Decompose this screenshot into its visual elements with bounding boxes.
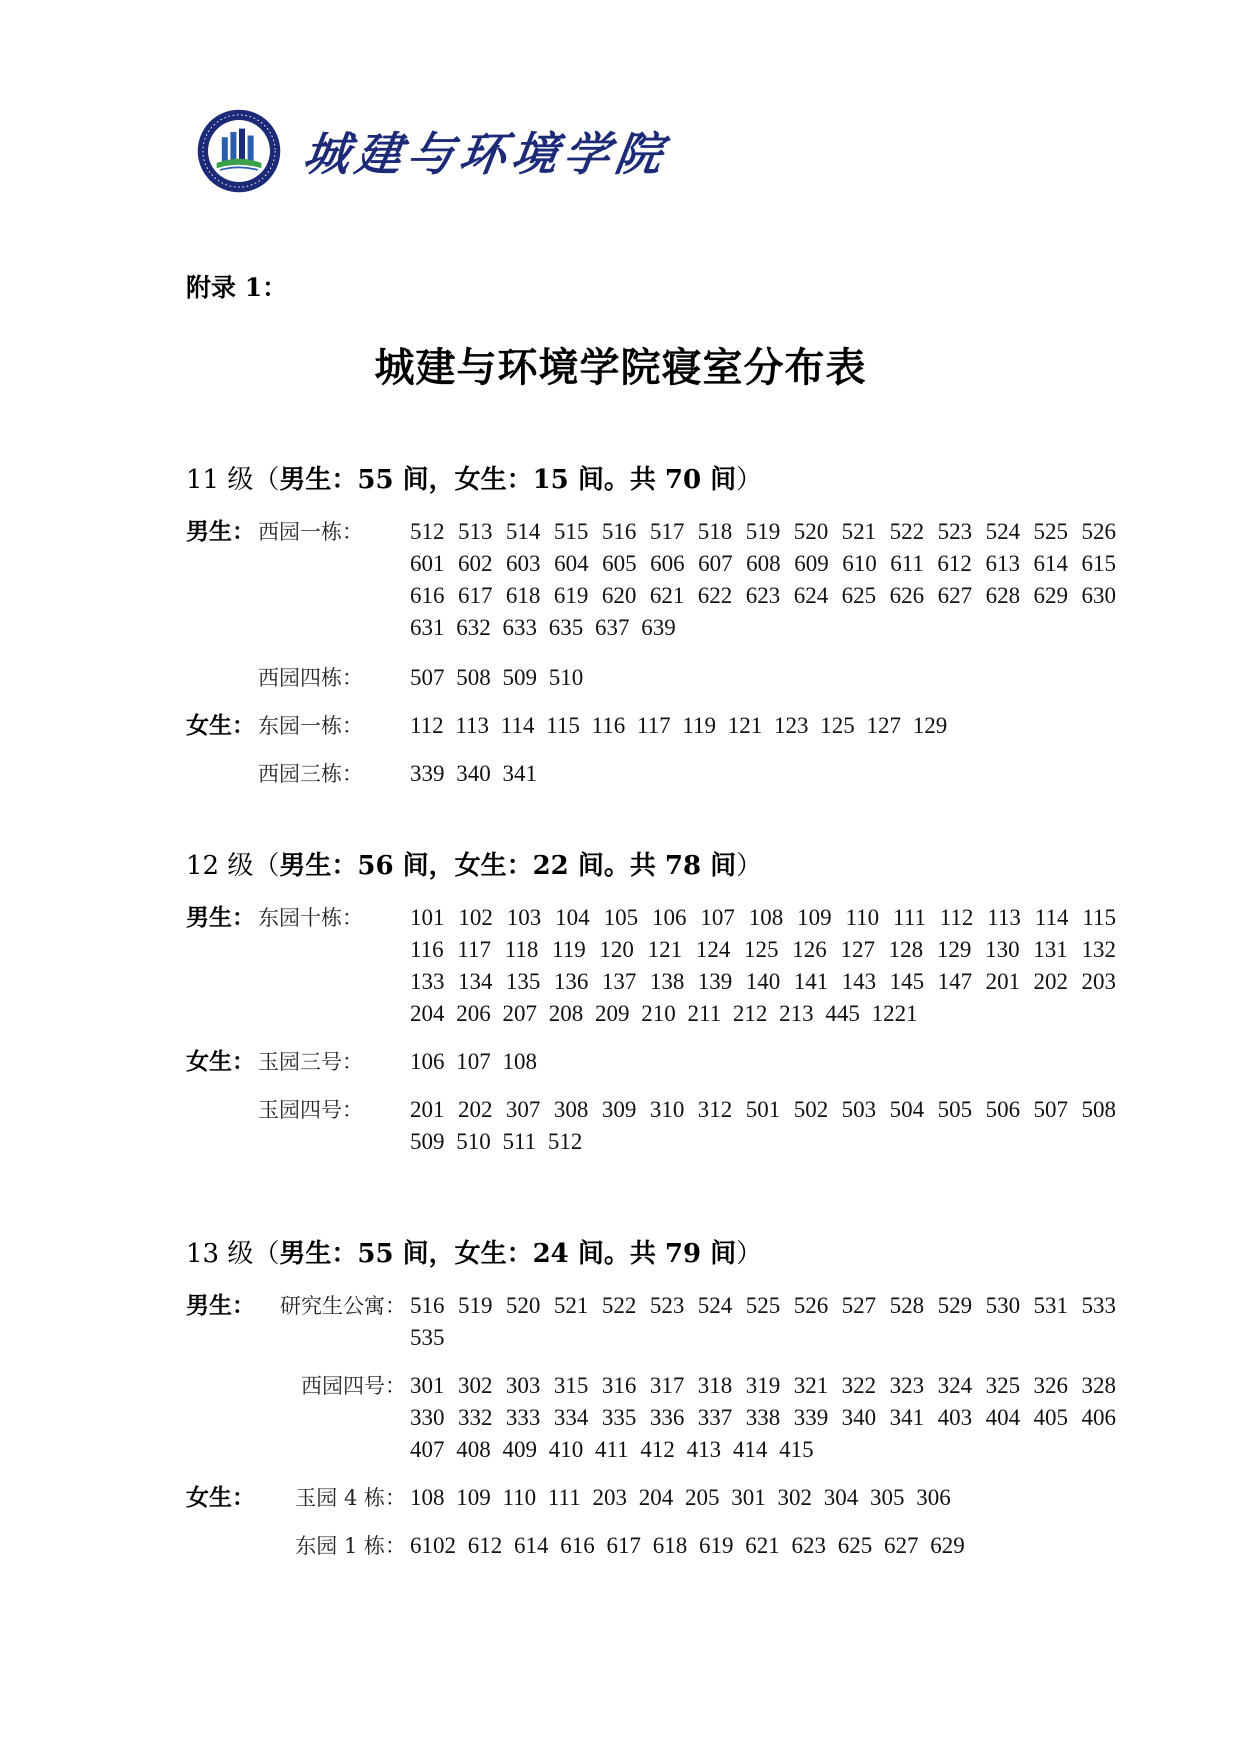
dorm-row: [186, 1530, 1116, 1562]
female-block: [186, 1046, 1116, 1158]
dorm-row: [186, 1046, 1116, 1078]
dorm-row: [186, 516, 1116, 644]
room-list: 108 109 110 111 203 204 205 301 302 304 305 306: [410, 1485, 951, 1510]
gender-label: 男生：: [186, 904, 255, 931]
building-label: 玉园四号：: [258, 1098, 363, 1122]
gender-label: 女生：: [186, 712, 255, 739]
room-list: 106 107 108: [410, 1049, 537, 1074]
gender-label: 男生：: [186, 518, 255, 545]
building-label: 西园三栋：: [258, 762, 363, 786]
page-title: 城建与环境学院寝室分布表: [374, 344, 867, 391]
grade-section-13: [186, 1234, 1116, 1562]
gender-label: 男生：: [186, 1292, 255, 1319]
grade-heading: [186, 1234, 1116, 1274]
grade-section-11: [186, 460, 1116, 790]
room-list: 6102 612 614 616 617 618 619 621 623 625 627 629: [410, 1533, 965, 1558]
room-list: 112 113 114 115 116 117 119 121 123 125 127 129: [410, 713, 948, 738]
dorm-row: [186, 902, 1116, 1030]
dorm-row: [186, 758, 1116, 790]
college-logo-text: 城建与环境学院: [299, 127, 672, 181]
male-block: [186, 1290, 1116, 1466]
room-list: 516 519 520 521 522 523 524 525 526 527 528 529 530 531 533 535: [410, 1293, 1116, 1350]
building-label: 研究生公寓：: [280, 1294, 406, 1318]
room-list: 507 508 509 510: [410, 665, 584, 690]
grade-heading: [186, 460, 1116, 500]
gender-label: 女生：: [186, 1484, 255, 1511]
male-block: [186, 902, 1116, 1030]
building-label: 东园 1 栋：: [295, 1534, 406, 1558]
college-logo: [196, 96, 672, 206]
dorm-row: [186, 1094, 1116, 1158]
building-label: 东园十栋：: [258, 906, 363, 930]
female-block: [186, 1482, 1116, 1562]
dorm-row: [186, 662, 1116, 694]
dorm-row: [186, 1482, 1116, 1514]
grade-heading-prefix: 11 级（: [186, 465, 280, 495]
dorm-row: [186, 710, 1116, 742]
building-label: 西园一栋：: [258, 520, 363, 544]
male-block: [186, 516, 1116, 694]
female-block: [186, 710, 1116, 790]
appendix-label: 附录 1：: [186, 273, 288, 302]
dorm-row: [186, 1370, 1116, 1466]
dorm-row: [186, 1290, 1116, 1354]
grade-heading-suffix: ）: [736, 1239, 763, 1269]
grade-heading-suffix: ）: [736, 851, 763, 881]
college-seal-icon: [196, 108, 282, 194]
building-label: 西园四号：: [301, 1374, 406, 1398]
grade-heading: [186, 846, 1116, 886]
grade-heading-prefix: 12 级（: [186, 851, 280, 881]
building-label: 玉园 4 栋：: [295, 1486, 406, 1510]
building-label: 西园四栋：: [258, 666, 363, 690]
room-list: 101 102 103 104 105 106 107 108 109 110 111 112 113 114 115 116 117 118 119 120 121 124 125 126 127 128 129 130 131 132 133 134 135 136 137 138 139 140 141 143 145 147 201 202 203 204 206 207 208 209 210 211 212 213 445 1221: [410, 905, 1116, 1026]
grade-heading-body: 男生：55 间，女生：24 间。共 79 间: [279, 1239, 737, 1269]
building-label: 玉园三号：: [258, 1050, 363, 1074]
grade-heading-prefix: 13 级（: [186, 1239, 280, 1269]
room-list: 512 513 514 515 516 517 518 519 520 521 522 523 524 525 526 601 602 603 604 605 606 607 608 609 610 611 612 613 614 615 616 617 618 619 620 621 622 623 624 625 626 627 628 629 630 631 632 633 635 637 639: [410, 519, 1116, 640]
grade-heading-suffix: ）: [736, 465, 763, 495]
room-list: 201 202 307 308 309 310 312 501 502 503 504 505 506 507 508 509 510 511 512: [410, 1097, 1116, 1154]
grade-heading-body: 男生：55 间，女生：15 间。共 70 间: [279, 465, 737, 495]
gender-label: 女生：: [186, 1048, 255, 1075]
grade-section-12: [186, 846, 1116, 1158]
building-label: 东园一栋：: [258, 714, 363, 738]
room-list: 339 340 341: [410, 761, 537, 786]
grade-heading-body: 男生：56 间，女生：22 间。共 78 间: [279, 851, 737, 881]
room-list: 301 302 303 315 316 317 318 319 321 322 323 324 325 326 328 330 332 333 334 335 336 337 338 339 340 341 403 404 405 406 407 408 409 410 411 412 413 414 415: [410, 1373, 1116, 1462]
